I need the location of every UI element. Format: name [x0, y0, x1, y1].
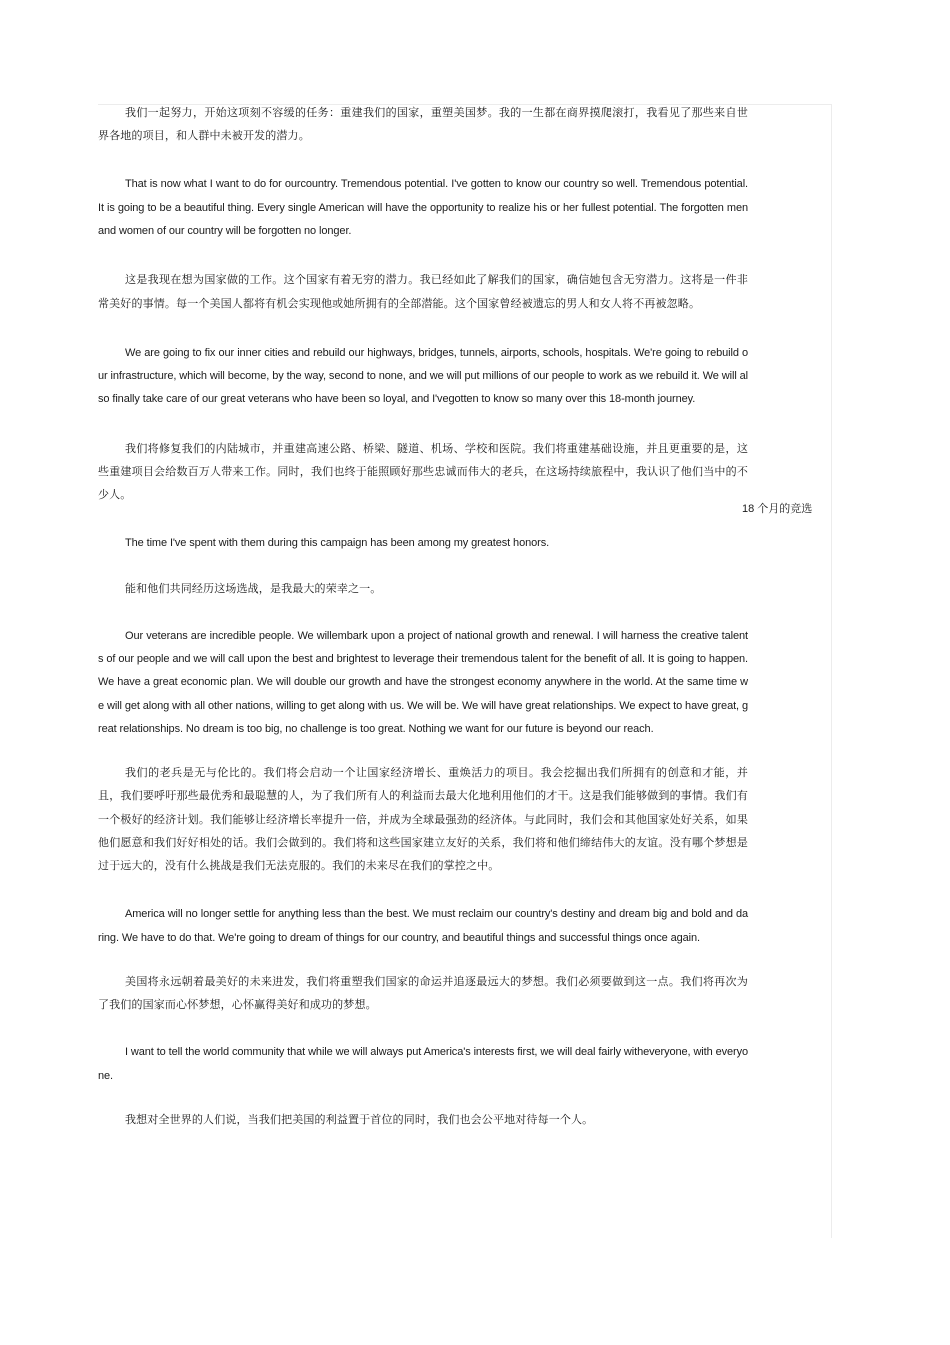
paragraph-zh-7: 我想对全世界的人们说，当我们把美国的利益置于首位的同时，我们也会公平地对待每一个人。 — [125, 1112, 594, 1126]
paragraph-zh-5: 我们的老兵是无与伦比的。我们将会启动一个让国家经济增长、重焕活力的项目。我会挖掘出我们所拥有的创意和才能，并且，我们要呼吁那些最优秀和最聪慧的人，为了我们所有人的利益而去最大化地利用他们的才干。这是我们能够做到的事情。我们有一个极好的经济计划。我们能够让经济增长率提升一倍，并成为全球最强劲的经济体。与此同时，我们会和其他国家处好关系，如果他们愿意和我们好好相处的话。我们会做到的。我们将和这些国家建立友好的关系，我们将和他们缔结伟大的友谊。没有哪个梦想是过于远大的，没有什么挑战是我们无法克服的。我们的未来尽在我们的掌控之中。 — [98, 766, 748, 872]
paragraph-zh-6: 美国将永远朝着最美好的未来进发，我们将重塑我们国家的命运并追逐最远大的梦想。我们必须要做到这一点。我们将再次为了我们的国家而心怀梦想，心怀赢得美好和成功的梦想。 — [98, 974, 748, 1011]
document-body — [98, 101, 748, 1131]
paragraph-zh-2: 这是我现在想为国家做的工作。这个国家有着无穷的潜力。我已经如此了解我们的国家，确信她包含无穷潜力。这将是一件非常美好的事情。每一个美国人都将有机会实现他或她所拥有的全部潜能。这个国家曾经被遗忘的男人和女人将不再被忽略。 — [98, 273, 748, 310]
paragraph-en-6: I want to tell the world community that while we will always put America's interests first, we will deal fairly witheveryone, with everyone. — [98, 1046, 748, 1082]
paragraph-zh-1: 我们一起努力，开始这项刻不容缓的任务：重建我们的国家，重塑美国梦。我的一生都在商界摸爬滚打，我看见了那些来自世界各地的项目，和人群中未被开发的潜力。 — [98, 106, 748, 143]
paragraph-zh-4: 能和他们共同经历这场选战，是我最大的荣幸之一。 — [125, 581, 382, 595]
paragraph-en-3: The time I've spent with them during this campaign has been among my greatest honors. — [125, 537, 550, 550]
paragraph-en-5: America will no longer settle for anything less than the best. We must reclaim our country's destiny and dream big and bold and daring. We have to do that. We're going to dream of things for our country, and beautiful things and successful things once again. — [98, 908, 748, 944]
paragraph-en-4: Our veterans are incredible people. We willembark upon a project of national growth and renewal. I will harness the creative talents of our people and we will call upon the best and brightest to leverage their tremendous talent for the benefit of all. It is going to happen. We have a great economic plan. We will double our growth and have the strongest economy anywhere in the world. At the same time we will get along with all other nations, willing to get along with us. We will be. We will have great relationships. We expect to have great, great relationships. No dream is too big, no challenge is too great. Nothing we want for our future is beyond our reach. — [98, 629, 748, 735]
paragraph-en-2: We are going to fix our inner cities and rebuild our highways, bridges, tunnels, airports, schools, hospitals. We're going to rebuild our infrastructure, which will become, by the way, second to none, and we will put millions of our people to work as we rebuild it. We will also finally take care of our great veterans who have been so loyal, and I'vegotten to know so many over this 18-month journey. — [98, 346, 748, 406]
paragraph-en-1: That is now what I want to do for ourcountry. Tremendous potential. I've gotten to know our country so well. Tremendous potential. It is going to be a beautiful thing. Every single American will have the opportunity to realize his or her fullest potential. The forgotten men and women of our country will be forgotten no longer. — [98, 178, 748, 237]
side-note: 18 个月的竞选 — [742, 503, 813, 515]
paragraph-zh-3: 我们将修复我们的内陆城市，并重建高速公路、桥梁、隧道、机场、学校和医院。我们将重建基础设施，并且更重要的是，这些重建项目会给数百万人带来工作。同时，我们也终于能照顾好那些忠诚而伟大的老兵，在这场持续旅程中，我认识了他们当中的不少人。 — [98, 441, 748, 501]
